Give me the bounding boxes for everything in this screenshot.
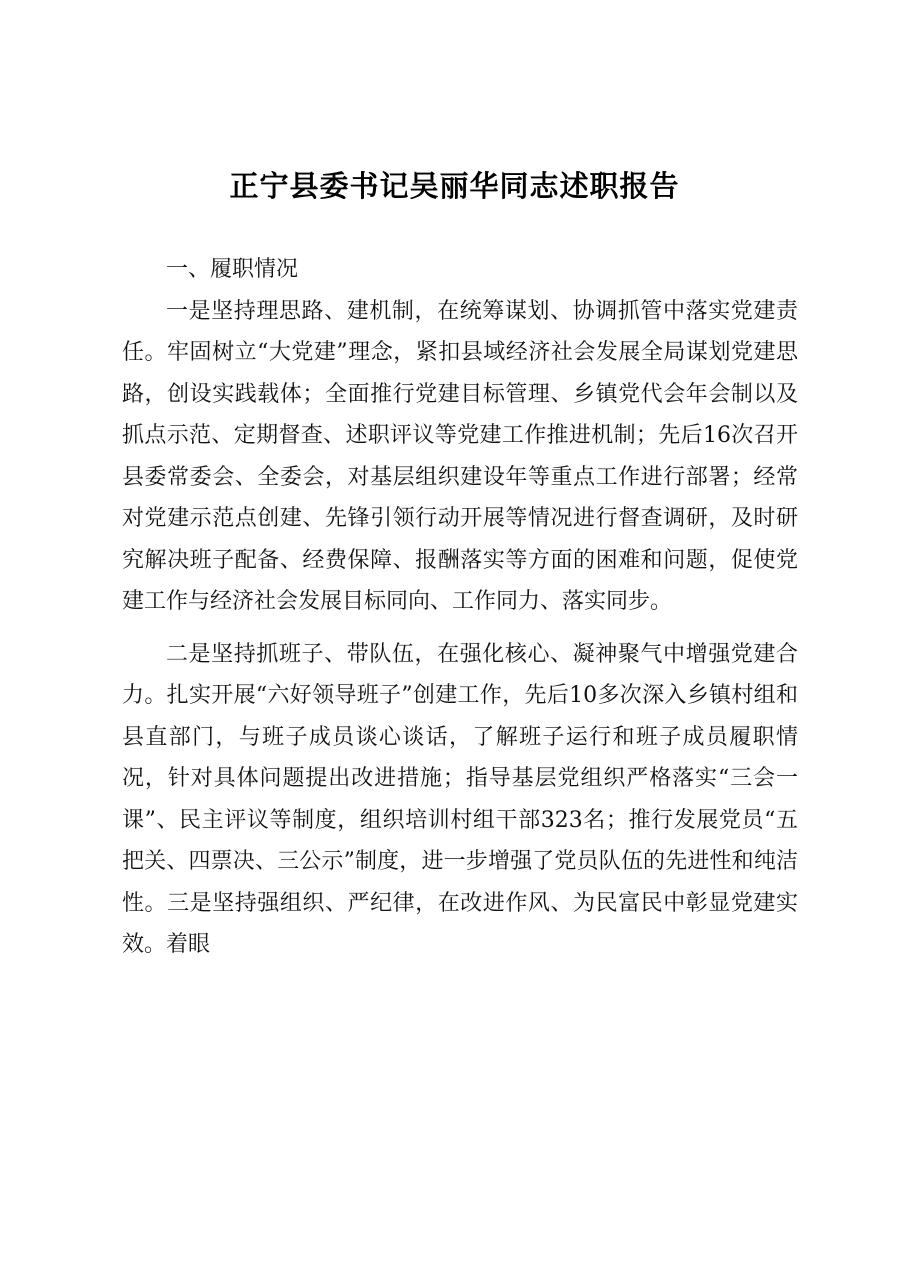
document-body <box>122 249 798 966</box>
document-title: 正宁县委书记吴丽华同志述职报告 <box>229 169 680 203</box>
section-heading: 一、履职情况 <box>166 257 299 282</box>
paragraph-2: 二是坚持抓班子、带队伍，在强化核心、凝神聚气中增强党建合力。扎实开展“六好领导班子”创建工作，先后10多次深入乡镇村组和县直部门，与班子成员谈心谈话，了解班子运行和班子成员履职情况，针对具体问题提出改进措施；指导基层党组织严格落实“三会一课”、民主评议等制度，组织培训村组干部323名；推行发展党员“五把关、四票决、三公示”制度，进一步增强了党员队伍的先进性和纯洁性。三是坚持强组织、严纪律，在改进作风、为民富民中彰显党建实效。着眼 <box>122 641 798 957</box>
paragraph-1: 一是坚持理思路、建机制，在统筹谋划、协调抓管中落实党建责任。牢固树立“大党建”理念，紧扣县域经济社会发展全局谋划党建思路，创设实践载体；全面推行党建目标管理、乡镇党代会年会制以及抓点示范、定期督查、述职评议等党建工作推进机制；先后16次召开县委常委会、全委会，对基层组织建设年等重点工作进行部署；经常对党建示范点创建、先锋引领行动开展等情况进行督查调研，及时研究解决班子配备、经费保障、报酬落实等方面的困难和问题，促使党建工作与经济社会发展目标同向、工作同力、落实同步。 <box>122 298 798 614</box>
